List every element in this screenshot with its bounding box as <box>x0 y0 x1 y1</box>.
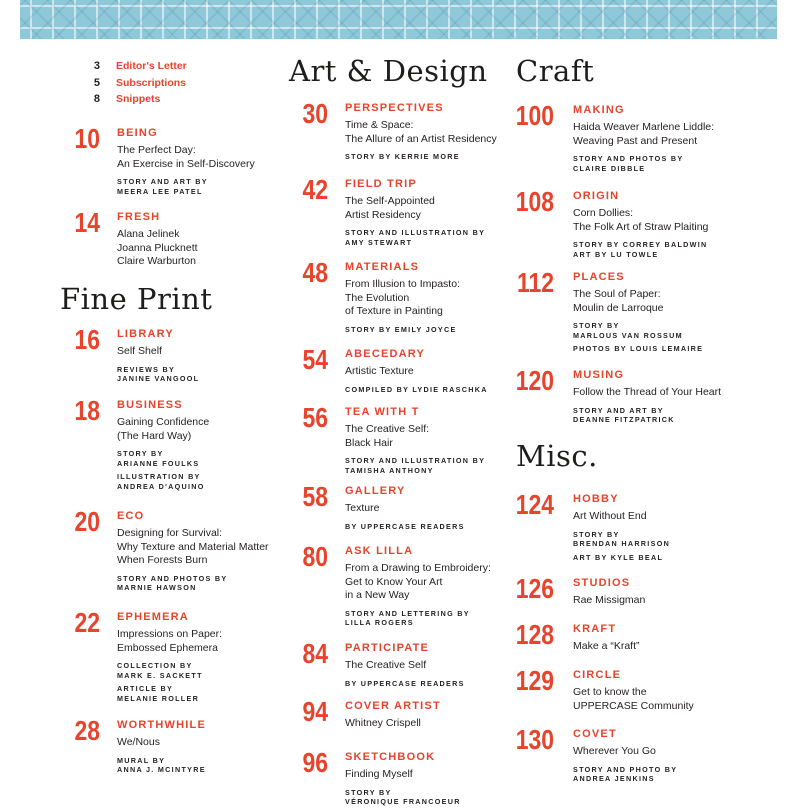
credit-line: STORY AND PHOTOS BY MARNIE HAWSON <box>117 573 228 592</box>
article-title-line: Impressions on Paper: <box>117 628 223 640</box>
article-title-line: Weaving Past and Present <box>573 134 698 147</box>
page-number: 100 <box>515 100 554 131</box>
front-page-number: 3 <box>93 60 100 72</box>
category-label: ABECEDARY <box>345 348 426 360</box>
category-label: TEA WITH T <box>345 406 420 418</box>
page-number: 112 <box>516 267 554 298</box>
credit-line: STORY BY KERRIE MORE <box>345 152 460 161</box>
article-title-line: Art Without End <box>573 510 647 522</box>
article-title-line: Alana Jelinek <box>117 228 180 240</box>
entry-body <box>345 699 441 731</box>
entry-body <box>345 484 465 531</box>
article-title-line: Get to know the <box>573 686 647 698</box>
entry-body <box>345 177 485 247</box>
credit-line: STORY BY BRENDAN HARRISON <box>573 529 671 548</box>
page-number: 108 <box>515 186 554 217</box>
article-title-line: The Evolution <box>345 291 410 304</box>
credit-line: STORY BY MARLOUS VAN ROSSUM <box>573 321 683 340</box>
category-label: BUSINESS <box>117 399 183 411</box>
entry-body <box>345 544 491 628</box>
category-label: LIBRARY <box>117 328 174 340</box>
article-title-line: in a New Way <box>345 589 410 601</box>
category-label: ORIGIN <box>573 190 620 202</box>
front-page-number: 5 <box>93 77 100 89</box>
article-title-line: Claire Warburton <box>117 255 196 267</box>
front-label: Subscriptions <box>116 77 187 89</box>
page-number: 129 <box>515 665 554 696</box>
entry-body <box>345 347 488 394</box>
article-title-line: Make a “Kraft” <box>573 640 640 652</box>
category-label: HOBBY <box>573 493 619 505</box>
article-title-line: Wherever You Go <box>573 745 656 757</box>
article-title-line: Joanna Plucknett <box>117 241 198 254</box>
article-title-line: Time & Space: <box>345 119 414 131</box>
page-number: 54 <box>302 344 328 375</box>
credit-line: STORY AND LETTERING BY LILLA ROGERS <box>345 608 470 627</box>
page-number: 10 <box>74 123 100 154</box>
article-title-line: The Soul of Paper: <box>573 288 661 300</box>
article-title-line: Corn Dollies: <box>573 207 634 219</box>
article-title-line: Rae Missigman <box>573 594 646 606</box>
article-title-line: The Perfect Day: <box>117 144 196 156</box>
entry-body <box>117 210 198 269</box>
page-number: 130 <box>515 724 554 755</box>
page-number: 58 <box>302 481 328 512</box>
credit-line: STORY AND PHOTO BY ANDREA JENKINS <box>573 764 678 783</box>
category-label: SKETCHBOOK <box>345 751 436 763</box>
page-number: 124 <box>515 489 554 520</box>
credit-line: STORY BY ARIANNE FOULKS <box>117 449 200 468</box>
credit-line: STORY AND ILLUSTRATION BY TAMISHA ANTHONY <box>345 456 486 475</box>
credit-line: STORY BY VÉRONIQUE FRANCOEUR <box>345 787 461 806</box>
section-title-craft: Craft <box>516 54 595 88</box>
front-label: Snippets <box>116 93 161 105</box>
article-title-line: (The Hard Way) <box>117 429 192 442</box>
category-label: STUDIOS <box>573 577 631 589</box>
category-label: PLACES <box>573 271 625 283</box>
page-number: 20 <box>74 506 100 537</box>
article-title-line: The Self-Appointed <box>345 195 435 207</box>
page-number: 126 <box>515 573 554 604</box>
article-title-line: Self Shelf <box>117 345 162 357</box>
article-title-line: From Illusion to Impasto: <box>345 278 460 290</box>
article-title-line: The Creative Self <box>345 659 427 671</box>
article-title-line: Gaining Confidence <box>117 416 210 428</box>
entry-body <box>573 492 670 562</box>
category-label: PARTICIPATE <box>345 642 430 654</box>
section-title-misc: Misc. <box>516 439 598 473</box>
credit-line: STORY AND ART BY DEANNE FITZPATRICK <box>573 405 675 424</box>
entry-body <box>573 727 677 784</box>
credit-line: STORY BY EMILY JOYCE <box>345 324 457 334</box>
entry-body <box>573 270 703 354</box>
article-title-line: We/Nous <box>117 736 160 748</box>
front-label: Editor's Letter <box>116 60 187 72</box>
entry-body <box>573 622 640 654</box>
article-title-line: Get to Know Your Art <box>345 575 443 588</box>
article-title-line: Moulin de Larroque <box>573 301 664 314</box>
page-number: 14 <box>74 207 100 238</box>
entry-body <box>117 610 222 703</box>
credit-line: STORY AND PHOTOS BY CLAIRE DIBBLE <box>573 154 684 173</box>
article-title-line: Why Texture and Material Matter <box>117 540 269 553</box>
article-title-line: Artist Residency <box>345 208 421 221</box>
entry-body <box>573 189 708 259</box>
entry-body <box>573 368 721 425</box>
credit-line: BY UPPERCASE READERS <box>345 678 465 688</box>
category-label: PERSPECTIVES <box>345 102 444 114</box>
article-title-line: When Forests Burn <box>117 554 208 566</box>
section-title-fine-print: Fine Print <box>60 282 213 316</box>
article-title-line: Artistic Texture <box>345 365 414 377</box>
entry-body <box>345 405 485 475</box>
page-number: 48 <box>302 257 328 288</box>
credit-line: STORY AND ILLUSTRATION BY AMY STEWART <box>345 228 486 247</box>
entry-body <box>345 750 461 807</box>
section-title-art-design: Art & Design <box>289 54 488 88</box>
page-number: 28 <box>74 715 100 746</box>
page-number: 80 <box>302 541 328 572</box>
credit-line: PHOTOS BY LOUIS LEMAIRE <box>573 344 704 353</box>
entry-body <box>117 126 255 196</box>
credit-line: BY UPPERCASE READERS <box>345 521 465 531</box>
header-pattern-banner <box>20 0 777 39</box>
category-label: CIRCLE <box>573 669 622 681</box>
article-title-line: Finding Myself <box>345 768 413 780</box>
category-label: COVET <box>573 728 617 740</box>
category-label: EPHEMERA <box>117 611 189 623</box>
category-label: ECO <box>117 510 145 522</box>
front-page-number: 8 <box>93 93 100 105</box>
article-title-line: Follow the Thread of Your Heart <box>573 386 722 398</box>
page-number: 120 <box>515 365 554 396</box>
category-label: FIELD TRIP <box>345 178 417 190</box>
page-number: 128 <box>515 619 554 650</box>
article-title-line: of Texture in Painting <box>345 305 443 317</box>
category-label: ASK LILLA <box>345 545 414 557</box>
credit-line: STORY AND ART BY MEERA LEE PATEL <box>117 177 208 196</box>
page-number: 22 <box>74 607 100 638</box>
article-title-line: Designing for Survival: <box>117 527 223 539</box>
credit-line: COMPILED BY LYDIE RASCHKA <box>345 384 488 394</box>
entry-body <box>117 718 206 775</box>
page-number: 96 <box>302 747 328 778</box>
category-label: GALLERY <box>345 485 406 497</box>
page-number: 42 <box>302 174 328 205</box>
article-title-line: Black Hair <box>345 436 393 449</box>
credit-line: COLLECTION BY MARK E. SACKETT <box>117 661 203 680</box>
entry-body <box>345 641 465 688</box>
article-title-line: From a Drawing to Embroidery: <box>345 562 491 574</box>
category-label: WORTHWHILE <box>117 719 206 731</box>
page-number: 94 <box>302 696 328 727</box>
page-number: 56 <box>302 402 328 433</box>
credit-line: ART BY KYLE BEAL <box>573 552 664 562</box>
page-number: 30 <box>302 98 328 129</box>
category-label: MUSING <box>573 369 625 381</box>
category-label: KRAFT <box>573 623 617 635</box>
category-label: MATERIALS <box>345 261 420 273</box>
category-label: COVER ARTIST <box>345 700 441 712</box>
article-title-line: Haida Weaver Marlene Liddle: <box>573 121 715 133</box>
article-title-line: The Creative Self: <box>345 423 430 435</box>
credit-line: STORY BY CORREY BALDWIN ART BY LU TOWLE <box>573 240 708 259</box>
entry-body <box>573 103 714 173</box>
article-title-line: The Allure of an Artist Residency <box>345 132 497 145</box>
credit-line: MURAL BY ANNA J. MCINTYRE <box>117 755 206 774</box>
category-label: FRESH <box>117 211 161 223</box>
article-title-line: Embossed Ephemera <box>117 641 218 654</box>
article-title-line: The Folk Art of Straw Plaiting <box>573 220 709 233</box>
entry-body <box>345 260 460 334</box>
credit-line: ILLUSTRATION BY ANDREA D'AQUINO <box>117 472 205 491</box>
category-label: MAKING <box>573 104 625 116</box>
article-title-line: Texture <box>345 502 380 514</box>
article-title-line: Whitney Crispell <box>345 717 421 729</box>
article-title-line: UPPERCASE Community <box>573 699 694 712</box>
credit-line: REVIEWS BY JANINE VANGOOL <box>117 364 200 383</box>
entry-body <box>573 668 694 713</box>
page-number: 18 <box>74 395 100 426</box>
page-number: 16 <box>74 324 100 355</box>
entry-body <box>573 576 645 608</box>
credit-line: ARTICLE BY MELANIE ROLLER <box>117 684 200 703</box>
category-label: BEING <box>117 127 158 139</box>
article-title-line: An Exercise in Self-Discovery <box>117 157 255 170</box>
entry-body <box>117 398 209 491</box>
page-number: 84 <box>302 638 328 669</box>
entry-body <box>117 327 199 384</box>
